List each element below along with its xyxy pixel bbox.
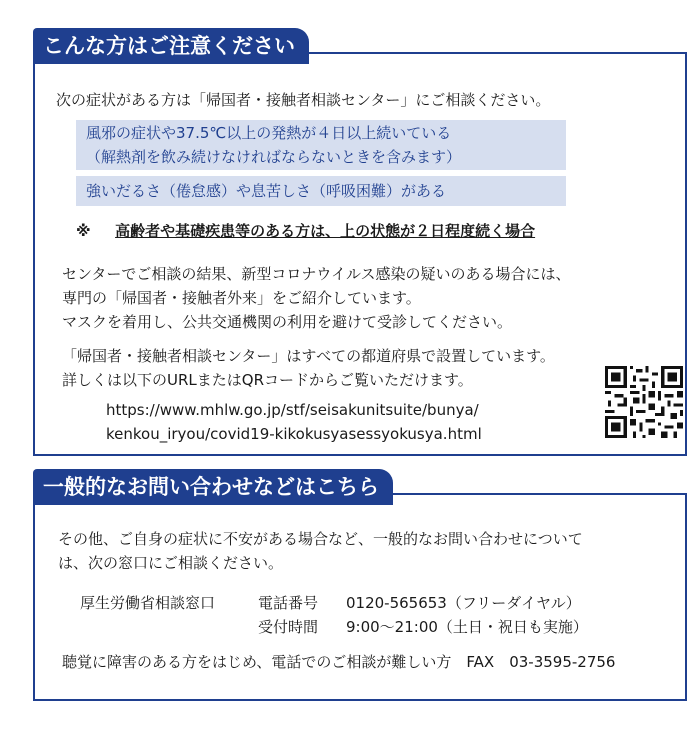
fax-info: 聴覚に障害のある方をはじめ、電話でのご相談が難しい方 FAX 03-3595-2756: [62, 653, 616, 671]
consult-line-1: センターでご相談の結果、新型コロナウイルス感染の疑いのある場合には、: [62, 265, 571, 283]
note-mark: ※: [76, 222, 91, 240]
symptom-1-line2: （解熱剤を飲み続けなければならないときを含みます）: [86, 148, 462, 166]
section2-intro-1: その他、ご自身の症状に不安がある場合など、一般的なお問い合わせについて: [58, 530, 583, 548]
phone-value[interactable]: 0120-565653（フリーダイヤル）: [346, 594, 581, 612]
symptom-2-line1: 強いだるさ（倦怠感）や息苦しさ（呼吸困難）がある: [86, 182, 447, 200]
elderly-note: [76, 219, 535, 243]
section2-title: 一般的なお問い合わせなどはこちら: [33, 469, 393, 505]
section2-intro-2: は、次の窓口にご相談ください。: [58, 554, 284, 572]
symptom-1-line1: 風邪の症状や37.5℃以上の発熱が４日以上続いている: [86, 124, 452, 142]
phone-label: 電話番号: [258, 594, 319, 612]
hours-label: 受付時間: [258, 618, 319, 636]
symptom-box-2: [76, 176, 566, 206]
section1-intro: 次の症状がある方は「帰国者・接触者相談センター」にご相談ください。: [56, 91, 551, 109]
url-line-2[interactable]: kenkou_iryou/covid19-kikokusyasessyokusya.html: [106, 425, 482, 443]
consult-line-2: 専門の「帰国者・接触者外来」をご紹介しています。: [62, 289, 421, 307]
consultation-panel: [33, 52, 687, 456]
qr-code-icon[interactable]: [604, 366, 684, 438]
hours-value: 9:00～21:00（土日・祝日も実施）: [346, 618, 588, 636]
consult-line-3: マスクを着用し、公共交通機関の利用を避けて受診してください。: [62, 313, 513, 331]
section1-title: こんな方はご注意ください: [33, 28, 309, 64]
center-line-1: 「帰国者・接触者相談センター」はすべての都道府県で設置しています。: [62, 347, 555, 365]
symptom-box-1: [76, 120, 566, 170]
center-line-2: 詳しくは以下のURLまたはQRコードからご覧いただけます。: [62, 371, 473, 389]
note-text: 高齢者や基礎疾患等のある方は、上の状態が２日程度続く場合: [115, 222, 536, 240]
url-line-1[interactable]: https://www.mhlw.go.jp/stf/seisakunitsuite/bunya/: [106, 401, 479, 419]
office-name: 厚生労働省相談窓口: [80, 594, 216, 612]
